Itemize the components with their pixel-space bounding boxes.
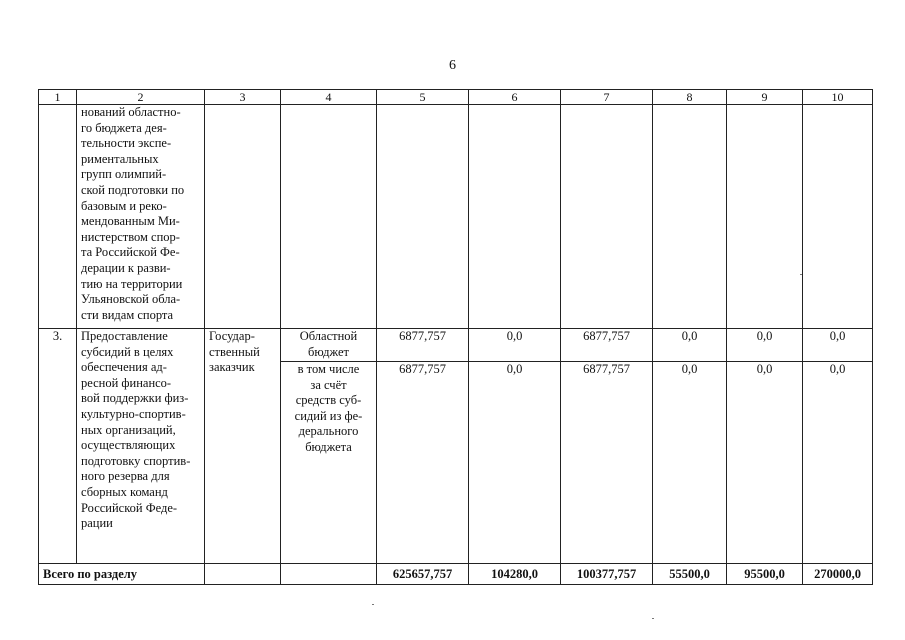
table-cell [727, 105, 803, 329]
total-value: 270000,0 [803, 564, 873, 585]
column-header: 2 [77, 90, 205, 105]
value-cell: 6877,757 [561, 329, 653, 362]
total-value: 100377,757 [561, 564, 653, 585]
program-table [38, 89, 873, 585]
row-description: Предоставление субсидий в целях обеспечения ад- ресной финансо- вой поддержки физ- культурно-спортив- ных организаций, осуществляющих подготовку спортив- ного резерва для сборных команд Российской Феде- рации [77, 329, 205, 564]
value-cell: 0,0 [469, 329, 561, 362]
column-header: 6 [469, 90, 561, 105]
value-cell: 6877,757 [377, 329, 469, 362]
total-row [39, 564, 873, 585]
table-cell [281, 105, 377, 329]
value-cell: 0,0 [653, 329, 727, 362]
table-cell [39, 105, 77, 329]
page-number: 6 [449, 58, 456, 73]
value-cell: 0,0 [803, 329, 873, 362]
column-header: 10 [803, 90, 873, 105]
funding-source-federal: в том числе за счёт средств суб- сидий из фе- дерального бюджета [281, 362, 377, 564]
table-cell [377, 105, 469, 329]
column-number-row [39, 90, 873, 105]
column-header: 1 [39, 90, 77, 105]
table-cell [653, 105, 727, 329]
column-header: 5 [377, 90, 469, 105]
table-cell [281, 564, 377, 585]
funding-source-regional: Областной бюджет [281, 329, 377, 362]
row-3-regional [39, 329, 873, 362]
total-value: 55500,0 [653, 564, 727, 585]
value-cell: 0,0 [803, 362, 873, 564]
value-cell: 0,0 [653, 362, 727, 564]
table-cell [803, 105, 873, 329]
total-value: 95500,0 [727, 564, 803, 585]
row-executor: Государ- ственный заказчик [205, 329, 281, 564]
column-header: 8 [653, 90, 727, 105]
value-cell: 0,0 [469, 362, 561, 564]
table-cell [205, 564, 281, 585]
table-cell [561, 105, 653, 329]
table-cell [205, 105, 281, 329]
total-value: 104280,0 [469, 564, 561, 585]
table-cell [469, 105, 561, 329]
scan-speck [800, 274, 802, 275]
column-header: 9 [727, 90, 803, 105]
column-header: 7 [561, 90, 653, 105]
value-cell: 0,0 [727, 362, 803, 564]
total-label: Всего по разделу [39, 564, 205, 585]
column-header: 4 [281, 90, 377, 105]
value-cell: 6877,757 [561, 362, 653, 564]
total-value: 625657,757 [377, 564, 469, 585]
row-number: 3. [39, 329, 77, 564]
value-cell: 0,0 [727, 329, 803, 362]
scan-speck [372, 604, 374, 605]
scan-speck [652, 618, 654, 619]
column-header: 3 [205, 90, 281, 105]
value-cell: 6877,757 [377, 362, 469, 564]
continuation-row [39, 105, 873, 329]
continuation-description: нований областно- го бюджета дея- тельности экспе- риментальных групп олимпий- ской подготовки по базовым и реко- мендованным Ми- нистерством спор- та Российской Фе- дерации к разви- тию на территории Ульяновской обла- сти видам спорта [77, 105, 205, 329]
